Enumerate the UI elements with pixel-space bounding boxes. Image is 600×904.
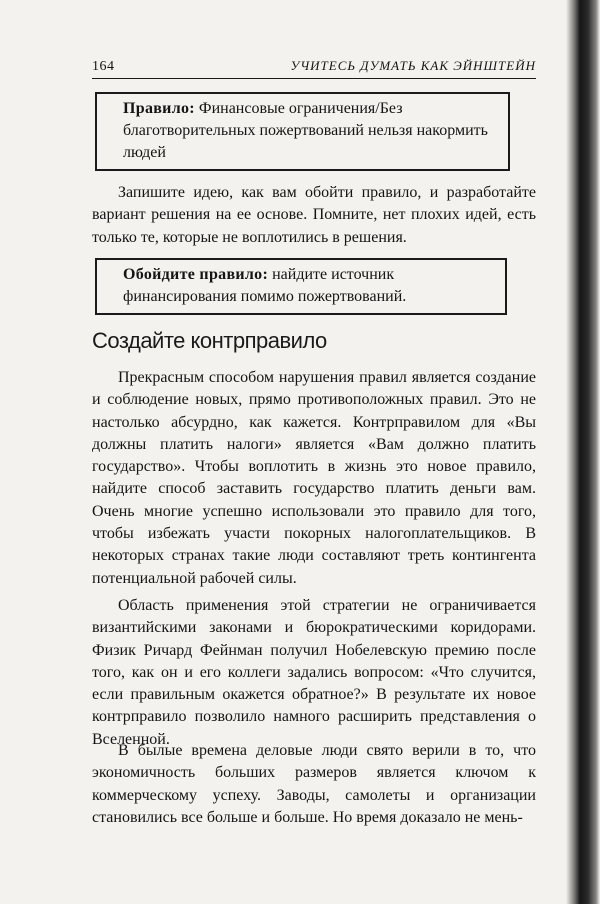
header-rule xyxy=(92,78,536,79)
section-title: Создайте контрправило xyxy=(92,328,327,353)
paragraph-intro: Запишите идею, как вам обойти правило, и разработайте вариант решения на ее основе. Помните, нет плохих идей, есть только те, которые не воплотились в решения. xyxy=(92,184,536,246)
paragraph-feynman: Область применения этой стратегии не ограничивается византийскими законами и бюрократическими коридорами. Физик Ричард Фейнман получил Нобелевскую премию после того, как он и его коллеги задались вопросом: «Что случится, если правильным окажется обратное?» В результате их новое контрправило позволило намного расширить представления о Вселенной. xyxy=(92,597,536,748)
rule-box xyxy=(95,92,510,171)
paragraph-business: В былые времена деловые люди свято верили в то, что экономичность больших размеров является ключом к коммерческому успеху. Заводы, самолеты и организации становились все больше и больше. Но время доказало не мень- xyxy=(92,742,536,826)
scanned-page-edge xyxy=(566,0,600,904)
rule-text: Финансовые ограничения/Без благотворительных пожертвований нельзя накормить людей xyxy=(123,100,488,161)
bypass-rule-box xyxy=(95,258,507,315)
bypass-rule-label: Обойдите правило: xyxy=(123,266,269,283)
running-header xyxy=(92,58,536,75)
bypass-rule-text: найдите источник финансирования помимо пожертвований. xyxy=(123,266,407,305)
paragraph-counter-rule: Прекрасным способом нарушения правил является создание и соблюдение новых, прямо противоположных правил. Это не настолько абсурдно, как кажется. Контрправилом для «Вы должны платить налоги» является «Вам должно платить государство». Чтобы воплотить в жизнь это новое правило, найдите способ заставить государство платить деньги вам. Очень многие успешно использовали это правило для того, чтобы избежать участи покорных налогоплательщиков. В некоторых странах такие люди составляют треть контингента потенциальной рабочей силы. xyxy=(92,369,536,587)
rule-label: Правило: xyxy=(123,100,195,117)
page-number: 164 xyxy=(92,59,115,74)
running-title: УЧИТЕСЬ ДУМАТЬ КАК ЭЙНШТЕЙН xyxy=(290,58,536,73)
